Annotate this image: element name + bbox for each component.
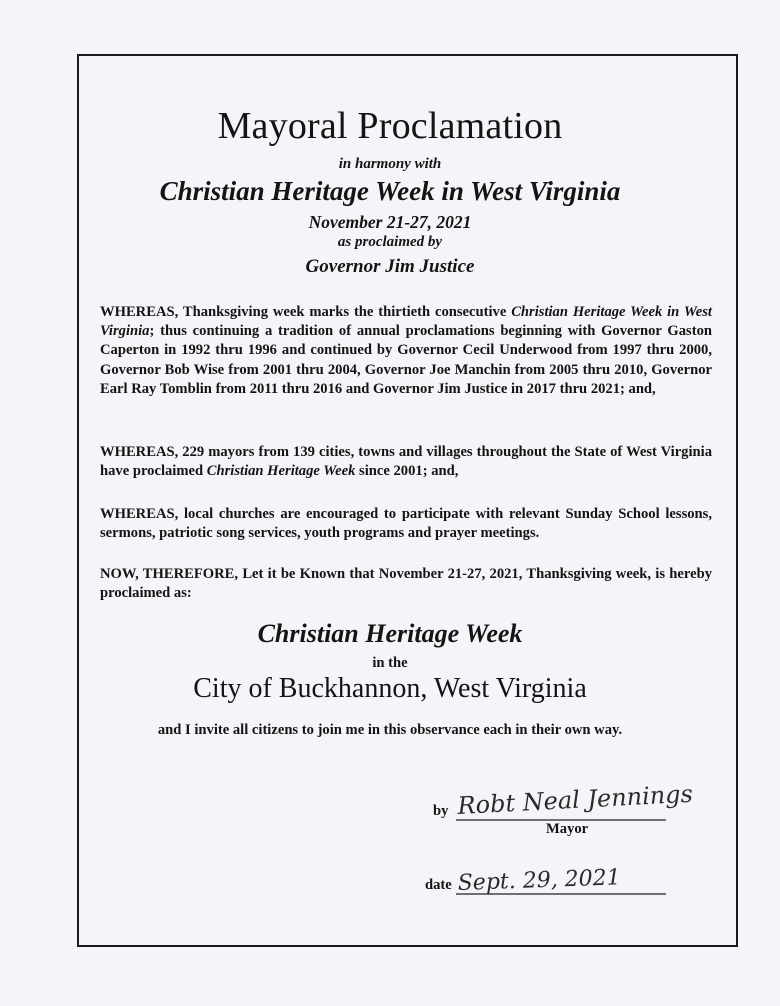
proclaimed-week: Christian Heritage Week [257, 619, 523, 648]
by-label: by [433, 803, 449, 819]
city-name: City of Buckhannon, West Virginia [193, 673, 587, 704]
whereas-paragraph-3: WHEREAS, local churches are encouraged to participate with relevant Sunday School lessons, sermons, patriotic song services, youth programs and prayer meetings. [100, 506, 712, 542]
p2-emphasis: Christian Heritage Week [206, 463, 356, 480]
p2-text-a: WHEREAS, 229 mayors from 139 cities, towns and villages throughout the State of West Virginia have proclaimed [100, 444, 712, 480]
in-the-line: in the [372, 655, 408, 671]
date-label: date [425, 877, 452, 893]
invitation-line: and I invite all citizens to join me in this observance each in their own way. [157, 722, 623, 738]
whereas-paragraph-2 [100, 443, 712, 481]
signature-text: Robt Neal Jennings [456, 779, 694, 820]
p1-text-a: WHEREAS, Thanksgiving week marks the thirtieth consecutive [100, 304, 512, 320]
date-value: Sept. 29, 2021 [457, 865, 622, 896]
whereas-paragraph-1 [100, 303, 712, 399]
p1-text-b: ; thus continuing a tradition of annual proclamations beginning with Governor Gaston Caperton in 1992 thru 1996 and continued by Governor Cecil Underwood from 1997 thru 2000, Governor Bob Wise from 2001 thru 2004, Governor Joe Manchin from 2005 thru 2010, Governor Earl Ray Tomblin from 2011 thru 2016 and Governor Jim Justice in 2017 thru 2021; and, [100, 323, 712, 397]
now-therefore-paragraph: NOW, THEREFORE, Let it be Known that November 21-27, 2021, Thanksgiving week, is hereby proclaimed as: [100, 566, 712, 602]
p2-text-b: since 2001; and, [355, 463, 459, 480]
harmony-line: in harmony with [338, 156, 442, 172]
proclamation-title: Mayoral Proclamation [217, 105, 563, 147]
governor-name: Governor Jim Justice [305, 256, 475, 277]
mayor-signature [452, 776, 694, 826]
mayor-label: Mayor [546, 821, 589, 837]
signed-date [452, 856, 682, 902]
event-name: Christian Heritage Week in West Virginia [159, 176, 621, 206]
event-dates: November 21-27, 2021 [308, 212, 472, 232]
proclaimed-by-line: as proclaimed by [337, 234, 443, 250]
p1-emphasis: Christian Heritage Week in West Virginia [100, 304, 712, 340]
